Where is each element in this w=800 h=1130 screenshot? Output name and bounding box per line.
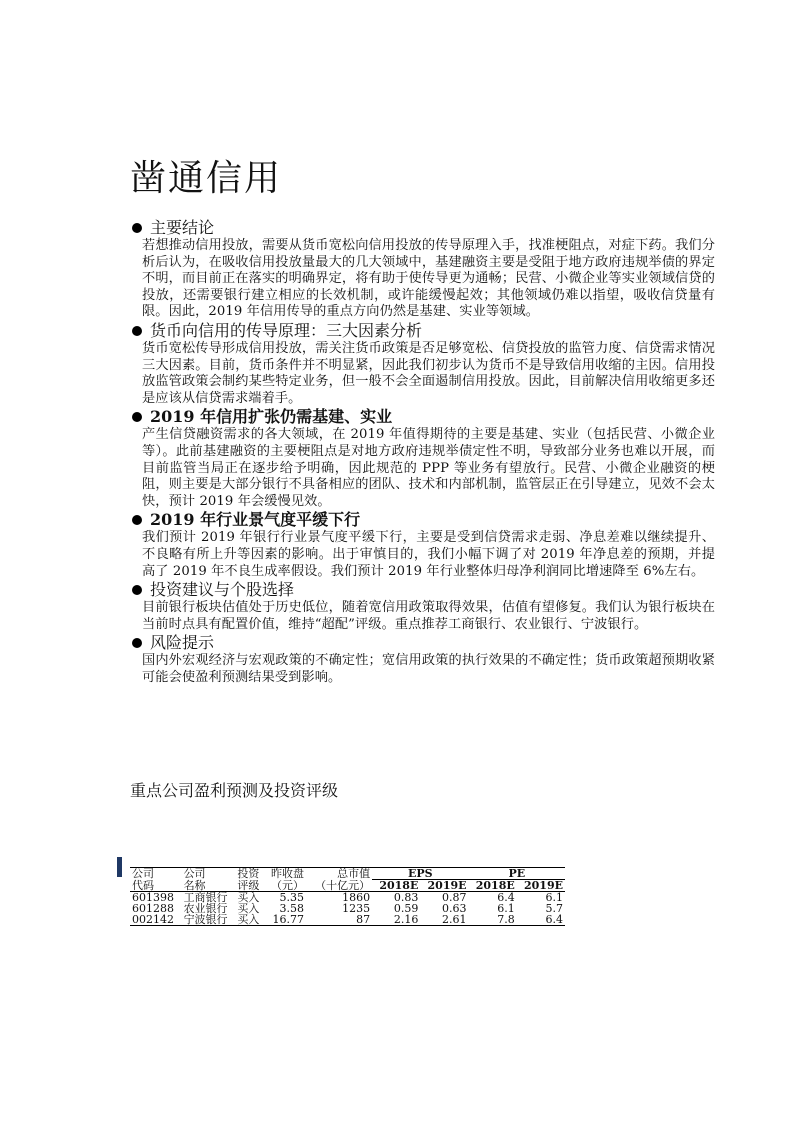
bullet-icon — [132, 515, 142, 525]
section-main-conclusion — [130, 218, 715, 321]
bullet-icon — [132, 223, 142, 233]
table-header-row: 公司 公司 投资 昨收盘 总市值 EPS PE — [130, 868, 565, 880]
section-body: 我们预计 2019 年银行行业景气度平缓下行，主要是受到信贷需求走弱、净息差难以继续提升、不良略有所上升等因素的影响。出于审慎目的，我们小幅下调了对 2019 年净息差的预期，并提高了 2019 年不良生成率假设。我们预计 2019 年行业整体归母净利润同比增速降至 6%左右。 — [142, 530, 715, 579]
table-row: 002142 宁波银行 买入 16.77 87 2.16 2.61 7.8 6.4 — [132, 913, 563, 926]
section-heading: 货币向信用的传导原理：三大因素分析 — [150, 320, 423, 340]
section-transmission — [130, 321, 715, 407]
section-body: 目前银行板块估值处于历史低位，随着宽信用政策取得效果，估值有望修复。我们认为银行板块在当前时点具有配置价值，维持“超配”评级。重点推荐工商银行、农业银行、宁波银行。 — [142, 600, 715, 632]
section-risk — [130, 633, 715, 686]
section-body: 国内外宏观经济与宏观政策的不确定性；宽信用政策的执行效果的不确定性；货币政策超预期收紧可能会使盈利预测结果受到影响。 — [142, 653, 715, 685]
accent-bar — [117, 857, 122, 877]
table-row: 601288 农业银行 买入 3.58 1235 0.59 0.63 6.1 5.7 — [132, 902, 563, 915]
bullet-icon — [132, 638, 142, 648]
section-credit-expansion — [130, 407, 715, 510]
bullet-icon — [132, 585, 142, 595]
section-heading: 投资建议与个股选择 — [150, 580, 295, 600]
section-heading: 主要结论 — [150, 218, 215, 237]
section-industry-outlook — [130, 510, 715, 580]
table-row: 601398 工商银行 买入 5.35 1860 0.83 0.87 6.4 6.1 — [132, 891, 563, 904]
bullet-icon — [132, 412, 142, 422]
table-title: 重点公司盈利预测及投资评级 — [130, 781, 339, 800]
section-heading: 2019 年行业景气度平缓下行 — [150, 510, 361, 530]
page-title: 凿通信用 — [130, 158, 283, 199]
section-body: 若想推动信用投放，需要从货币宽松向信用投放的传导原理入手，找准梗阻点，对症下药。我们分析后认为，在吸收信用投放量最大的几大领域中，基建融资主要是受阻于地方政府违规举债的界定不明，而目前正在落实的明确界定，将有助于使传导更为通畅；民营、小微企业等实业领域信贷的投放，还需要银行建立相应的长效机制，或许能缓慢起效；其他领域仍难以指望，吸收信贷量有限。因此，2019 年信用传导的重点方向仍然是基建、实业等领域。 — [142, 238, 715, 320]
conclusions — [130, 218, 715, 686]
table-header-row: 代码 名称 评级 （元） （十亿元） 2018E 2019E 2018E 2019E — [132, 878, 563, 892]
forecast-table — [130, 867, 565, 926]
section-heading: 2019 年信用扩张仍需基建、实业 — [150, 407, 393, 427]
bullet-icon — [132, 326, 142, 336]
section-investment — [130, 580, 715, 633]
section-body: 货币宽松传导形成信用投放，需关注货币政策是否足够宽松、信贷投放的监管力度、信贷需求情况三大因素。目前，货币条件并不明显紧，因此我们初步认为货币不是导致信用收缩的主因。信用投放监管政策会制约某些特定业务，但一般不会全面遏制信用投放。因此，目前解决信用收缩更多还是应该从信贷需求端着手。 — [142, 340, 715, 406]
section-heading: 风险提示 — [150, 633, 215, 653]
section-body: 产生信贷融资需求的各大领域，在 2019 年值得期待的主要是基建、实业（包括民营、小微企业等）。此前基建融资的主要梗阻点是对地方政府违规举债定性不明，导致部分业务也难以开展，而目前监管当局正在逐步给予明确，因此规范的 PPP 等业务有望放行。民营、小微企业融资的梗阻，则主要是大部分银行不具备相应的团队、技术和内部机制，监管层正在引导建立，见效不会太快，预计 2019 年会缓慢见效。 — [142, 427, 715, 509]
